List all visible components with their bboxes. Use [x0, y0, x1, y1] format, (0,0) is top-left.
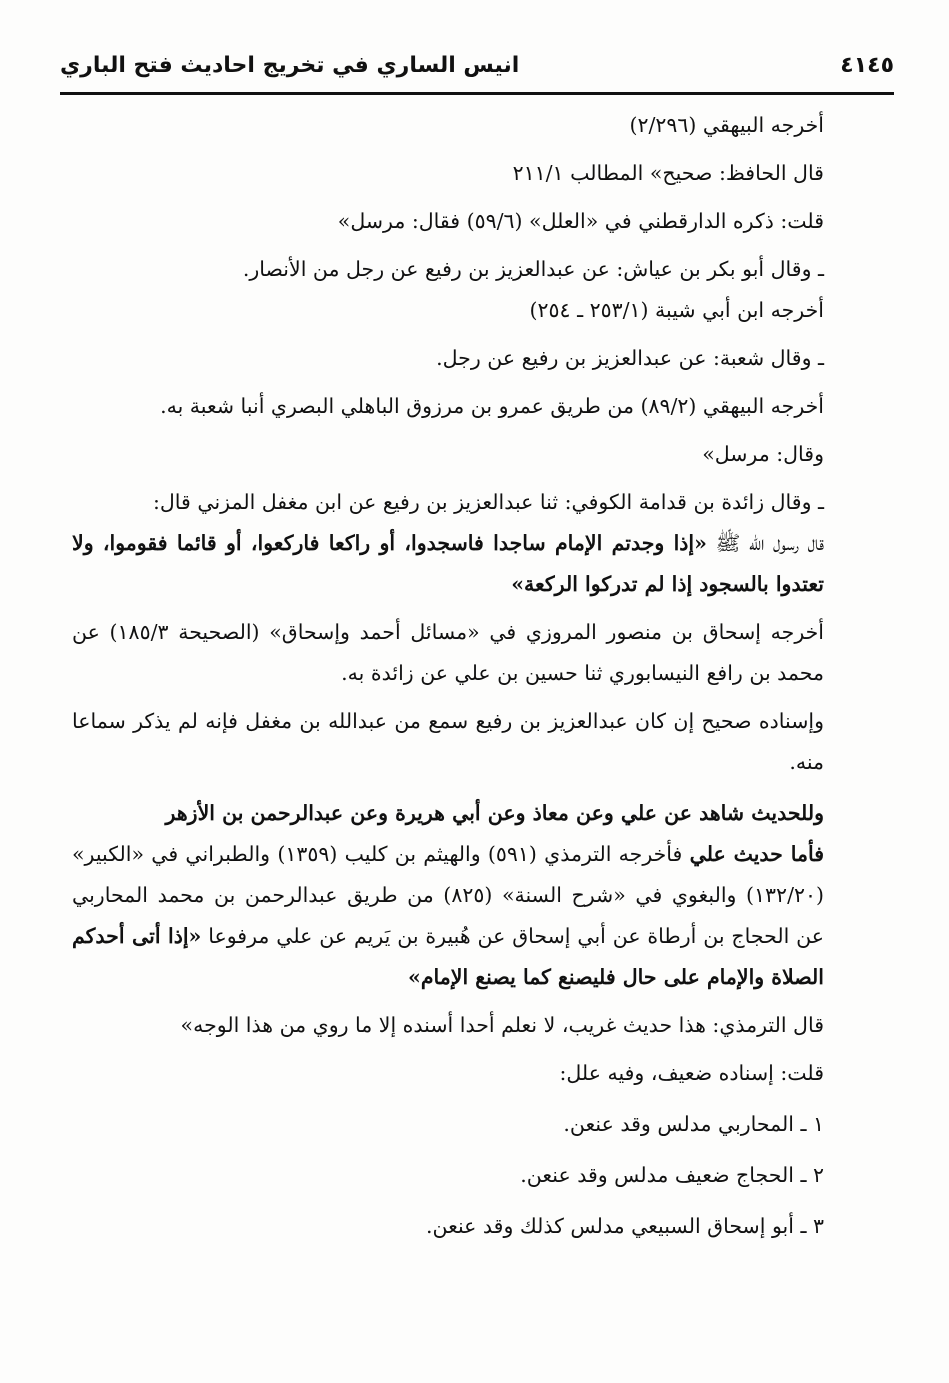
paragraph-shuba: ـ وقال شعبة: عن عبدالعزيز بن رفيع عن رجل. [436, 346, 824, 370]
paragraph-bayhaqi-296: أخرجه البيهقي (٢/٢٩٦) [629, 113, 824, 137]
paragraph-zaida: ـ وقال زائدة بن قدامة الكوفي: ثنا عبدالعزيز بن رفيع عن ابن مغفل المزني قال: [153, 490, 824, 514]
header-rule [60, 92, 894, 95]
paragraph-mursal: وقال: مرسل» [702, 442, 824, 466]
paragraph-ishaq: أخرجه إسحاق بن منصور المروزي في «مسائل أحمد وإسحاق» (الصحيحة ١٨٥/٣) عن محمد بن رافع النيسابوري ثنا حسين بن علي عن زائدة به. [72, 620, 825, 685]
page-header [60, 42, 894, 88]
list-item: ٢ ـ الحجاج ضعيف مدلس وقد عنعن. [520, 1163, 824, 1187]
list-item: ٣ ـ أبو إسحاق السبيعي مدلس كذلك وقد عنعن. [425, 1214, 824, 1238]
paragraph-abu-bakr: ـ وقال أبو بكر بن عياش: عن عبدالعزيز بن رفيع عن رجل من الأنصار. [242, 257, 824, 281]
list-item: ١ ـ المحاربي مدلس وقد عنعن. [563, 1112, 824, 1136]
ali-heading: فأما حديث علي [689, 842, 825, 866]
paragraph-hadith-ali [72, 834, 824, 998]
page-body [72, 105, 824, 1247]
ali-matn: «إذا أتى أحدكم الصلاة والإمام على حال فليصنع كما يصنع الإمام» [72, 924, 824, 989]
ali-text: فأخرجه الترمذي (٥٩١) والهيثم بن كليب (١٣٥٩) والطبراني في «الكبير» (١٣٢/٢٠) والبغوي في «شرح السنة» (٨٢٥) من طريق عبدالرحمن بن محمد المحاربي عن الحجاج بن أرطاة عن أبي إسحاق عن هُبيرة بن يَريم عن علي مرفوعا [72, 842, 824, 948]
paragraph-isnad-sahih: وإسناده صحيح إن كان عبدالعزيز بن رفيع سمع من عبدالله بن مغفل فإنه لم يذكر سماعا منه. [72, 709, 824, 774]
paragraph-ibn-abi-shayba: أخرجه ابن أبي شيبة (٢٥٣/١ ـ ٢٥٤) [529, 298, 824, 322]
paragraph-daraqutni: قلت: ذكره الدارقطني في «العلل» (٥٩/٦) فقال: مرسل» [337, 209, 824, 233]
hadith-paragraph [72, 523, 824, 605]
page-number: ٤١٤٥ [840, 52, 894, 78]
running-title: انيس الساري في تخريج احاديث فتح الباري [60, 52, 520, 78]
paragraph-illal: قلت: إسناده ضعيف، وفيه علل: [559, 1061, 824, 1085]
paragraph-shawahid: وللحديث شاهد عن علي وعن معاذ وعن أبي هريرة وعن عبدالرحمن بن الأزهر [165, 801, 824, 825]
hadith-text: «إذا وجدتم الإمام ساجدا فاسجدوا، أو راكعا فاركعوا، أو قائما فقوموا، ولا تعتدوا بالسجود إذا لم تدركوا الركعة» [72, 531, 824, 596]
hadith-prefix: قال رسول الله ﷺ [706, 531, 824, 555]
paragraph-bayhaqi-89: أخرجه البيهقي (٨٩/٢) من طريق عمرو بن مرزوق الباهلي البصري أنبا شعبة به. [160, 394, 824, 418]
paragraph-hafiz-sahih: قال الحافظ: صحيح» المطالب ٢١١/١ [512, 161, 824, 185]
paragraph-tirmidhi: قال الترمذي: هذا حديث غريب، لا نعلم أحدا أسنده إلا ما روي من هذا الوجه» [180, 1013, 824, 1037]
